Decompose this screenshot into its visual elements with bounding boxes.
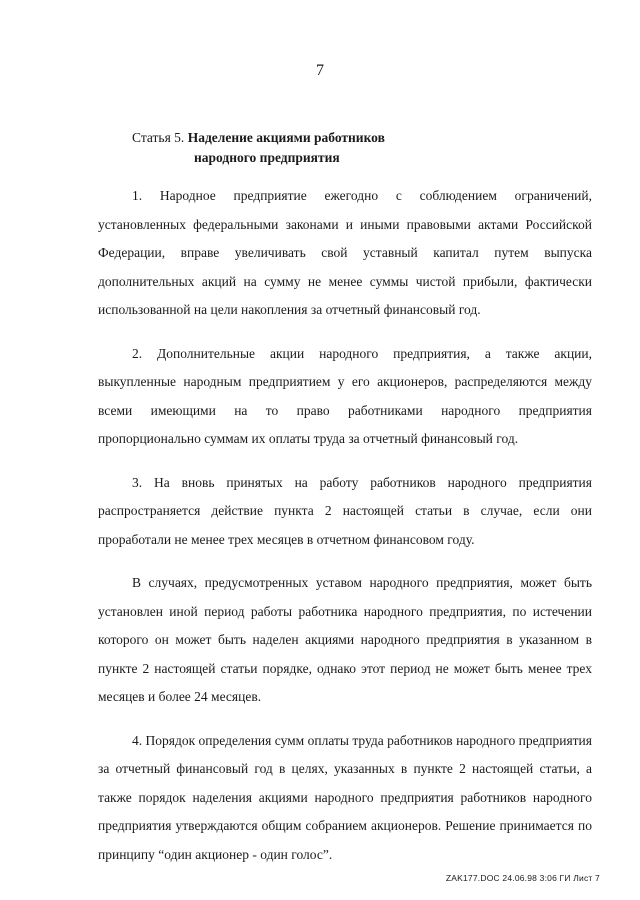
document-footer: ZAK177.DOC 24.06.98 3:06 ГИ Лист 7	[445, 873, 600, 883]
page-number: 7	[316, 62, 324, 79]
paragraph-3: 3. На вновь принятых на работу работников народного предприятия распространяется действие пункта 2 настоящей статьи в случае, если они проработали не менее трех месяцев в отчетном финансовом году.	[98, 474, 592, 547]
paragraph-4: 4. Порядок определения сумм оплаты труда работников народного предприятия за отчетный финансовый год в целях, указанных в пункте 2 настоящей статьи, а также порядок наделения акциями народного предприятия работников народного предприятия утверждаются общим собранием акционеров. Решение принимается по принципу “один акционер - один голос”.	[98, 732, 592, 862]
article-title-line1: Наделение акциями работников	[187, 130, 385, 145]
paragraph-2: 2. Дополнительные акции народного предприятия, а также акции, выкупленные народным предприятием у его акционеров, распределяются между всеми имеющими на то право работниками народного предприятия пропорционально суммам их оплаты труда за отчетный финансовый год.	[98, 345, 592, 446]
article-heading	[132, 128, 385, 168]
article-body	[98, 182, 592, 884]
paragraph-1: 1. Народное предприятие ежегодно с соблюдением ограничений, установленных федеральными законами и иными правовыми актами Российской Федерации, вправе увеличивать свой уставный капитал путем выпуска дополнительных акций на сумму не менее суммы чистой прибыли, фактически использованной на цели накопления за отчетный финансовый год.	[98, 188, 592, 317]
article-heading-line1	[132, 128, 385, 148]
article-label: Статья 5.	[132, 130, 185, 145]
article-title-line2: народного предприятия	[194, 150, 340, 165]
paragraph-3-continuation: В случаях, предусмотренных уставом народного предприятия, может быть установлен иной период работы работника народного предприятия, по истечении которого он может быть наделен акциями народного предприятия в указанном в пункте 2 настоящей статьи порядке, однако этот период не может быть менее трех месяцев и более 24 месяцев.	[98, 575, 592, 704]
